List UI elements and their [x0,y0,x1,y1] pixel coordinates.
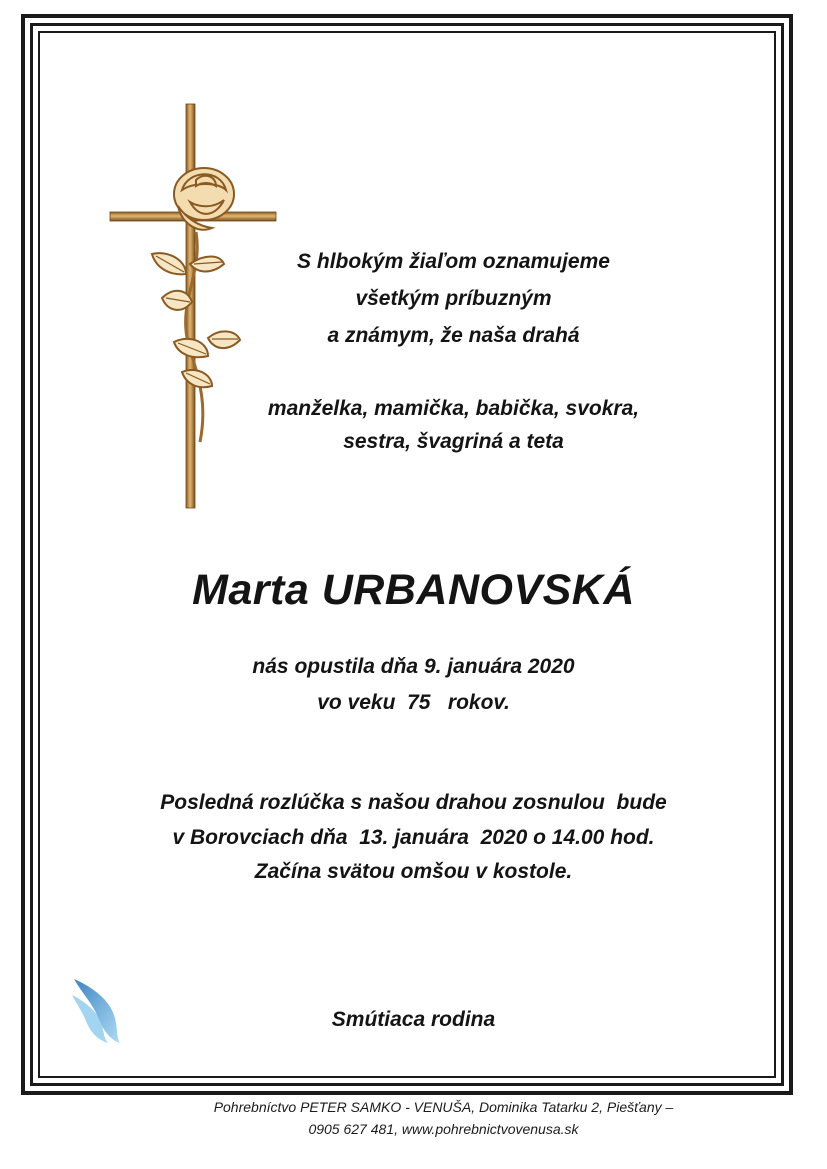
funeral-line-3: Začína svätou omšou v kostole. [254,860,573,883]
announcement-line-2: všetkým príbuzným [355,287,552,310]
footer-line-1: Pohrebníctvo PETER SAMKO - VENUŠA, Dominika Tatarku 2, Piešťany – [213,1099,674,1115]
announcement-line-3: a známym, že naša drahá [327,324,580,347]
announcement-line-1: S hlbokým žiaľom oznamujeme [297,250,610,273]
death-date-line: nás opustila dňa 9. januára 2020 [252,655,575,678]
signature: Smútiaca rodina [331,1008,496,1031]
relations-line-2: sestra, švagriná a teta [343,430,564,453]
deceased-name: Marta URBANOVSKÁ [192,566,635,614]
age-line: vo veku 75 rokov. [317,691,510,714]
relations-line-1: manželka, mamička, babička, svokra, [267,397,640,420]
funeral-line-2: v Borovciach dňa 13. januára 2020 o 14.00 hod. [172,826,655,849]
funeral-line-1: Posledná rozlúčka s našou drahou zosnulou bude [160,791,667,814]
footer-line-2: 0905 627 481, www.pohrebnictvovenusa.sk [308,1121,579,1137]
